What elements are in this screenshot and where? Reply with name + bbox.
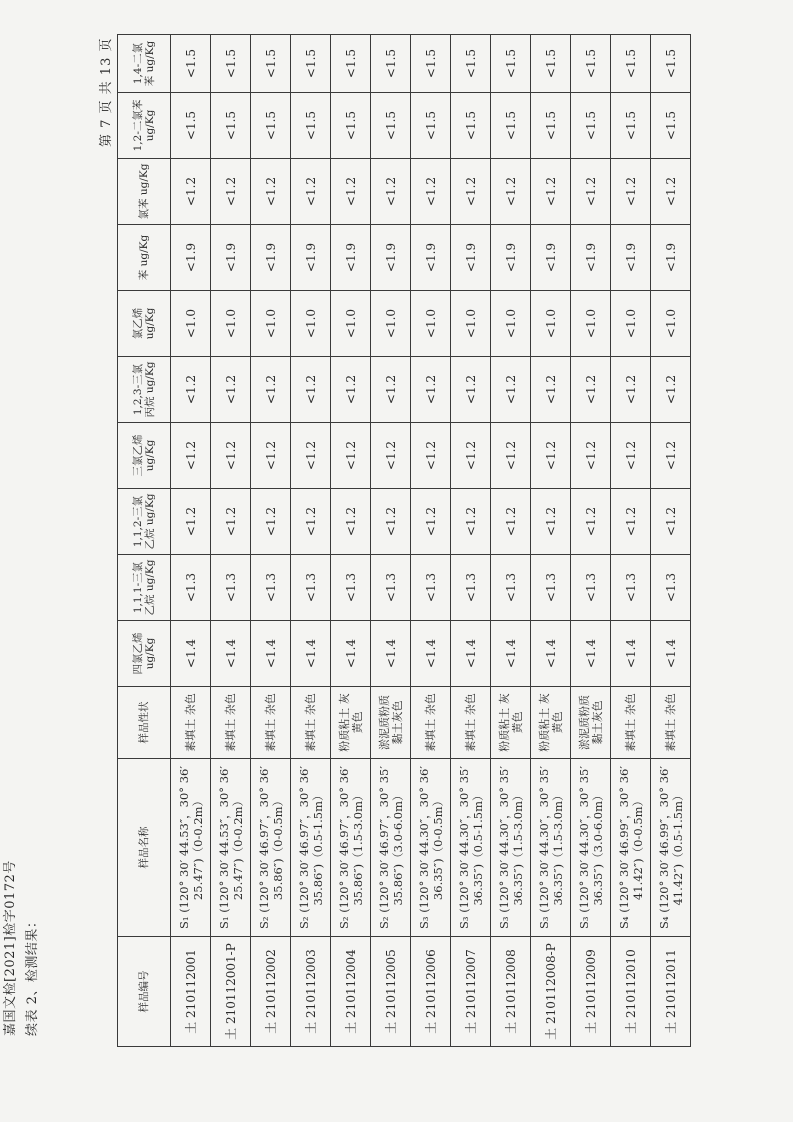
sample-code-cell: 土 210112001 (171, 937, 211, 1047)
report-number: 嘉国文检[2021]检字0172号 (3, 860, 18, 1036)
sample-code-cell: 土 210112005 (371, 937, 411, 1047)
value-cell: <1.2 (291, 489, 331, 555)
value-cell: <1.0 (371, 291, 411, 357)
value-cell: <1.5 (451, 93, 491, 159)
value-cell: <1.9 (371, 225, 411, 291)
value-cell: <1.2 (451, 489, 491, 555)
value-cell: <1.2 (611, 159, 651, 225)
value-cell: <1.4 (451, 621, 491, 687)
value-cell: <1.5 (651, 93, 691, 159)
value-cell: <1.2 (571, 159, 611, 225)
sample-code-cell: 土 210112011 (651, 937, 691, 1047)
sample-name-cell: S₃ (120° 30′ 44.30″，30° 35′ 36.35″)（0.5-1.5m） (451, 759, 491, 937)
value-cell: <1.2 (251, 423, 291, 489)
sample-code-cell: 土 210112007 (451, 937, 491, 1047)
value-cell: <1.2 (531, 489, 571, 555)
column-header: 1,1,2-三氯乙烷 ug/Kg (118, 489, 171, 555)
table-row (571, 35, 611, 1047)
value-cell: <1.0 (651, 291, 691, 357)
value-cell: <1.2 (371, 489, 411, 555)
value-cell: <1.3 (371, 555, 411, 621)
value-cell: <1.2 (491, 159, 531, 225)
column-header: 1,4-二氯苯 ug/Kg (118, 35, 171, 93)
value-cell: <1.2 (411, 489, 451, 555)
value-cell: <1.2 (411, 423, 451, 489)
sample-name-cell: S₂ (120° 30′ 46.97″，30° 36′ 35.86″)（0-0.5m） (251, 759, 291, 937)
results-table (117, 34, 691, 1047)
value-cell: <1.5 (611, 35, 651, 93)
sample-code-cell: 土 210112008-P (531, 937, 571, 1047)
sample-code-cell: 土 210112002 (251, 937, 291, 1047)
value-cell: <1.0 (291, 291, 331, 357)
value-cell: <1.2 (291, 159, 331, 225)
table-header-row (118, 35, 171, 1047)
value-cell: <1.5 (451, 35, 491, 93)
value-cell: <1.2 (211, 489, 251, 555)
value-cell: <1.5 (611, 93, 651, 159)
value-cell: <1.2 (291, 357, 331, 423)
value-cell: <1.2 (171, 489, 211, 555)
sample-name-cell: S₄ (120° 30′ 46.99″，30° 36′ 41.42″)（0.5-1.5m） (651, 759, 691, 937)
value-cell: <1.5 (211, 93, 251, 159)
value-cell: <1.0 (331, 291, 371, 357)
sample-property-cell: 素填土 杂色 (411, 687, 451, 759)
value-cell: <1.5 (531, 93, 571, 159)
value-cell: <1.5 (171, 35, 211, 93)
sample-name-cell: S₃ (120° 30′ 44.30″，30° 36′ 36.35″)（0-0.5m） (411, 759, 451, 937)
table-row (651, 35, 691, 1047)
value-cell: <1.2 (251, 489, 291, 555)
column-header: 三氯乙烯 ug/Kg (118, 423, 171, 489)
report-header (0, 860, 44, 1036)
value-cell: <1.3 (171, 555, 211, 621)
value-cell: <1.9 (291, 225, 331, 291)
value-cell: <1.2 (211, 357, 251, 423)
sample-code-cell: 土 210112004 (331, 937, 371, 1047)
sample-name-cell: S₂ (120° 30′ 46.97″，30° 35′ 35.86″)（3.0-6.0m） (371, 759, 411, 937)
sample-property-cell: 淤泥质粉质 黏土灰色 (571, 687, 611, 759)
column-header: 样品名称 (118, 759, 171, 937)
table-row (291, 35, 331, 1047)
value-cell: <1.9 (611, 225, 651, 291)
sample-property-cell: 素填土 杂色 (211, 687, 251, 759)
sample-name-cell: S₁ (120° 30′ 44.53″，30° 36′ 25.47″)（0-0.2m） (211, 759, 251, 937)
table-row (211, 35, 251, 1047)
value-cell: <1.9 (331, 225, 371, 291)
value-cell: <1.2 (651, 159, 691, 225)
value-cell: <1.2 (491, 357, 531, 423)
sample-property-cell: 素填土 杂色 (291, 687, 331, 759)
column-header: 1,2-二氯苯 ug/Kg (118, 93, 171, 159)
value-cell: <1.0 (451, 291, 491, 357)
value-cell: <1.4 (211, 621, 251, 687)
value-cell: <1.4 (291, 621, 331, 687)
value-cell: <1.4 (651, 621, 691, 687)
sample-property-cell: 素填土 杂色 (451, 687, 491, 759)
value-cell: <1.2 (331, 159, 371, 225)
value-cell: <1.9 (451, 225, 491, 291)
value-cell: <1.2 (331, 357, 371, 423)
value-cell: <1.0 (611, 291, 651, 357)
value-cell: <1.2 (571, 423, 611, 489)
value-cell: <1.5 (411, 93, 451, 159)
value-cell: <1.2 (451, 423, 491, 489)
value-cell: <1.5 (251, 35, 291, 93)
value-cell: <1.3 (571, 555, 611, 621)
value-cell: <1.3 (531, 555, 571, 621)
value-cell: <1.3 (211, 555, 251, 621)
table-body (171, 35, 691, 1047)
sample-property-cell: 素填土 杂色 (611, 687, 651, 759)
column-header: 苯 ug/Kg (118, 225, 171, 291)
value-cell: <1.5 (291, 93, 331, 159)
value-cell: <1.2 (611, 423, 651, 489)
value-cell: <1.5 (531, 35, 571, 93)
value-cell: <1.2 (211, 159, 251, 225)
value-cell: <1.3 (331, 555, 371, 621)
table-row (531, 35, 571, 1047)
table-row (371, 35, 411, 1047)
value-cell: <1.3 (411, 555, 451, 621)
sample-name-cell: S₁ (120° 30′ 44.53″，30° 36′ 25.47″)（0-0.2m） (171, 759, 211, 937)
value-cell: <1.5 (331, 93, 371, 159)
table-row (171, 35, 211, 1047)
value-cell: <1.2 (611, 489, 651, 555)
value-cell: <1.3 (611, 555, 651, 621)
value-cell: <1.4 (531, 621, 571, 687)
value-cell: <1.9 (251, 225, 291, 291)
value-cell: <1.0 (531, 291, 571, 357)
value-cell: <1.3 (651, 555, 691, 621)
value-cell: <1.5 (331, 35, 371, 93)
value-cell: <1.2 (491, 423, 531, 489)
sample-property-cell: 粉质粘土 灰黄色 (531, 687, 571, 759)
value-cell: <1.4 (411, 621, 451, 687)
value-cell: <1.2 (291, 423, 331, 489)
value-cell: <1.2 (611, 357, 651, 423)
sample-property-cell: 素填土 杂色 (171, 687, 211, 759)
value-cell: <1.2 (371, 357, 411, 423)
value-cell: <1.4 (491, 621, 531, 687)
value-cell: <1.2 (171, 357, 211, 423)
value-cell: <1.4 (371, 621, 411, 687)
sample-code-cell: 土 210112009 (571, 937, 611, 1047)
value-cell: <1.2 (451, 159, 491, 225)
value-cell: <1.2 (491, 489, 531, 555)
value-cell: <1.0 (171, 291, 211, 357)
value-cell: <1.3 (291, 555, 331, 621)
value-cell: <1.0 (571, 291, 611, 357)
table-row (331, 35, 371, 1047)
column-header: 氯苯 ug/Kg (118, 159, 171, 225)
sample-name-cell: S₃ (120° 30′ 44.30″，30° 35′ 36.35″)（1.5-3.0m） (531, 759, 571, 937)
value-cell: <1.9 (211, 225, 251, 291)
value-cell: <1.5 (371, 93, 411, 159)
value-cell: <1.2 (651, 423, 691, 489)
value-cell: <1.2 (171, 423, 211, 489)
column-header: 氯乙烯 ug/Kg (118, 291, 171, 357)
column-header: 样品编号 (118, 937, 171, 1047)
sample-name-cell: S₃ (120° 30′ 44.30″，30° 35′ 36.35″)（3.0-6.0m） (571, 759, 611, 937)
value-cell: <1.0 (491, 291, 531, 357)
value-cell: <1.2 (531, 159, 571, 225)
value-cell: <1.3 (251, 555, 291, 621)
value-cell: <1.5 (371, 35, 411, 93)
value-cell: <1.4 (331, 621, 371, 687)
sample-property-cell: 粉质粘土 灰黄色 (491, 687, 531, 759)
value-cell: <1.2 (211, 423, 251, 489)
sample-code-cell: 土 210112001-P (211, 937, 251, 1047)
value-cell: <1.9 (491, 225, 531, 291)
table-row (411, 35, 451, 1047)
value-cell: <1.5 (571, 35, 611, 93)
value-cell: <1.3 (451, 555, 491, 621)
value-cell: <1.2 (371, 423, 411, 489)
value-cell: <1.5 (291, 35, 331, 93)
column-header: 样品性状 (118, 687, 171, 759)
value-cell: <1.2 (331, 423, 371, 489)
value-cell: <1.5 (171, 93, 211, 159)
sample-property-cell: 素填土 杂色 (651, 687, 691, 759)
sample-property-cell: 粉质粘土 灰黄色 (331, 687, 371, 759)
value-cell: <1.0 (411, 291, 451, 357)
table-row (251, 35, 291, 1047)
page-info: 第 7 页 共 13 页 (99, 37, 114, 147)
value-cell: <1.9 (571, 225, 611, 291)
value-cell: <1.3 (491, 555, 531, 621)
column-header: 1,1,1-三氯乙烷 ug/Kg (118, 555, 171, 621)
sample-code-cell: 土 210112006 (411, 937, 451, 1047)
table-row (491, 35, 531, 1047)
table-row (611, 35, 651, 1047)
value-cell: <1.9 (651, 225, 691, 291)
value-cell: <1.2 (651, 357, 691, 423)
value-cell: <1.4 (171, 621, 211, 687)
value-cell: <1.2 (531, 423, 571, 489)
value-cell: <1.2 (651, 489, 691, 555)
sample-name-cell: S₂ (120° 30′ 46.97″，30° 36′ 35.86″)（1.5-3.0m） (331, 759, 371, 937)
value-cell: <1.2 (331, 489, 371, 555)
value-cell: <1.5 (491, 35, 531, 93)
value-cell: <1.2 (451, 357, 491, 423)
value-cell: <1.4 (251, 621, 291, 687)
sample-name-cell: S₃ (120° 30′ 44.30″，30° 35′ 36.35″)（1.5-3.0m） (491, 759, 531, 937)
sample-code-cell: 土 210112010 (611, 937, 651, 1047)
value-cell: <1.4 (571, 621, 611, 687)
value-cell: <1.9 (171, 225, 211, 291)
value-cell: <1.2 (371, 159, 411, 225)
value-cell: <1.5 (211, 35, 251, 93)
sample-property-cell: 淤泥质粉质 黏土灰色 (371, 687, 411, 759)
table-row (451, 35, 491, 1047)
sample-name-cell: S₂ (120° 30′ 46.97″，30° 36′ 35.86″)（0.5-1.5m） (291, 759, 331, 937)
value-cell: <1.9 (531, 225, 571, 291)
sample-property-cell: 素填土 杂色 (251, 687, 291, 759)
value-cell: <1.2 (251, 357, 291, 423)
value-cell: <1.5 (411, 35, 451, 93)
value-cell: <1.2 (571, 489, 611, 555)
value-cell: <1.5 (651, 35, 691, 93)
column-header: 四氯乙烯 ug/Kg (118, 621, 171, 687)
sample-name-cell: S₄ (120° 30′ 46.99″，30° 36′ 41.42″)（0-0.5m） (611, 759, 651, 937)
sample-code-cell: 土 210112003 (291, 937, 331, 1047)
value-cell: <1.5 (251, 93, 291, 159)
value-cell: <1.2 (411, 159, 451, 225)
value-cell: <1.2 (251, 159, 291, 225)
value-cell: <1.5 (571, 93, 611, 159)
value-cell: <1.0 (211, 291, 251, 357)
value-cell: <1.9 (411, 225, 451, 291)
value-cell: <1.2 (411, 357, 451, 423)
column-header: 1,2,3-三氯丙烷 ug/Kg (118, 357, 171, 423)
value-cell: <1.5 (491, 93, 531, 159)
value-cell: <1.2 (571, 357, 611, 423)
value-cell: <1.0 (251, 291, 291, 357)
sample-code-cell: 土 210112008 (491, 937, 531, 1047)
section-title: 续表 2、检测结果： (25, 914, 40, 1036)
value-cell: <1.2 (531, 357, 571, 423)
value-cell: <1.4 (611, 621, 651, 687)
value-cell: <1.2 (171, 159, 211, 225)
